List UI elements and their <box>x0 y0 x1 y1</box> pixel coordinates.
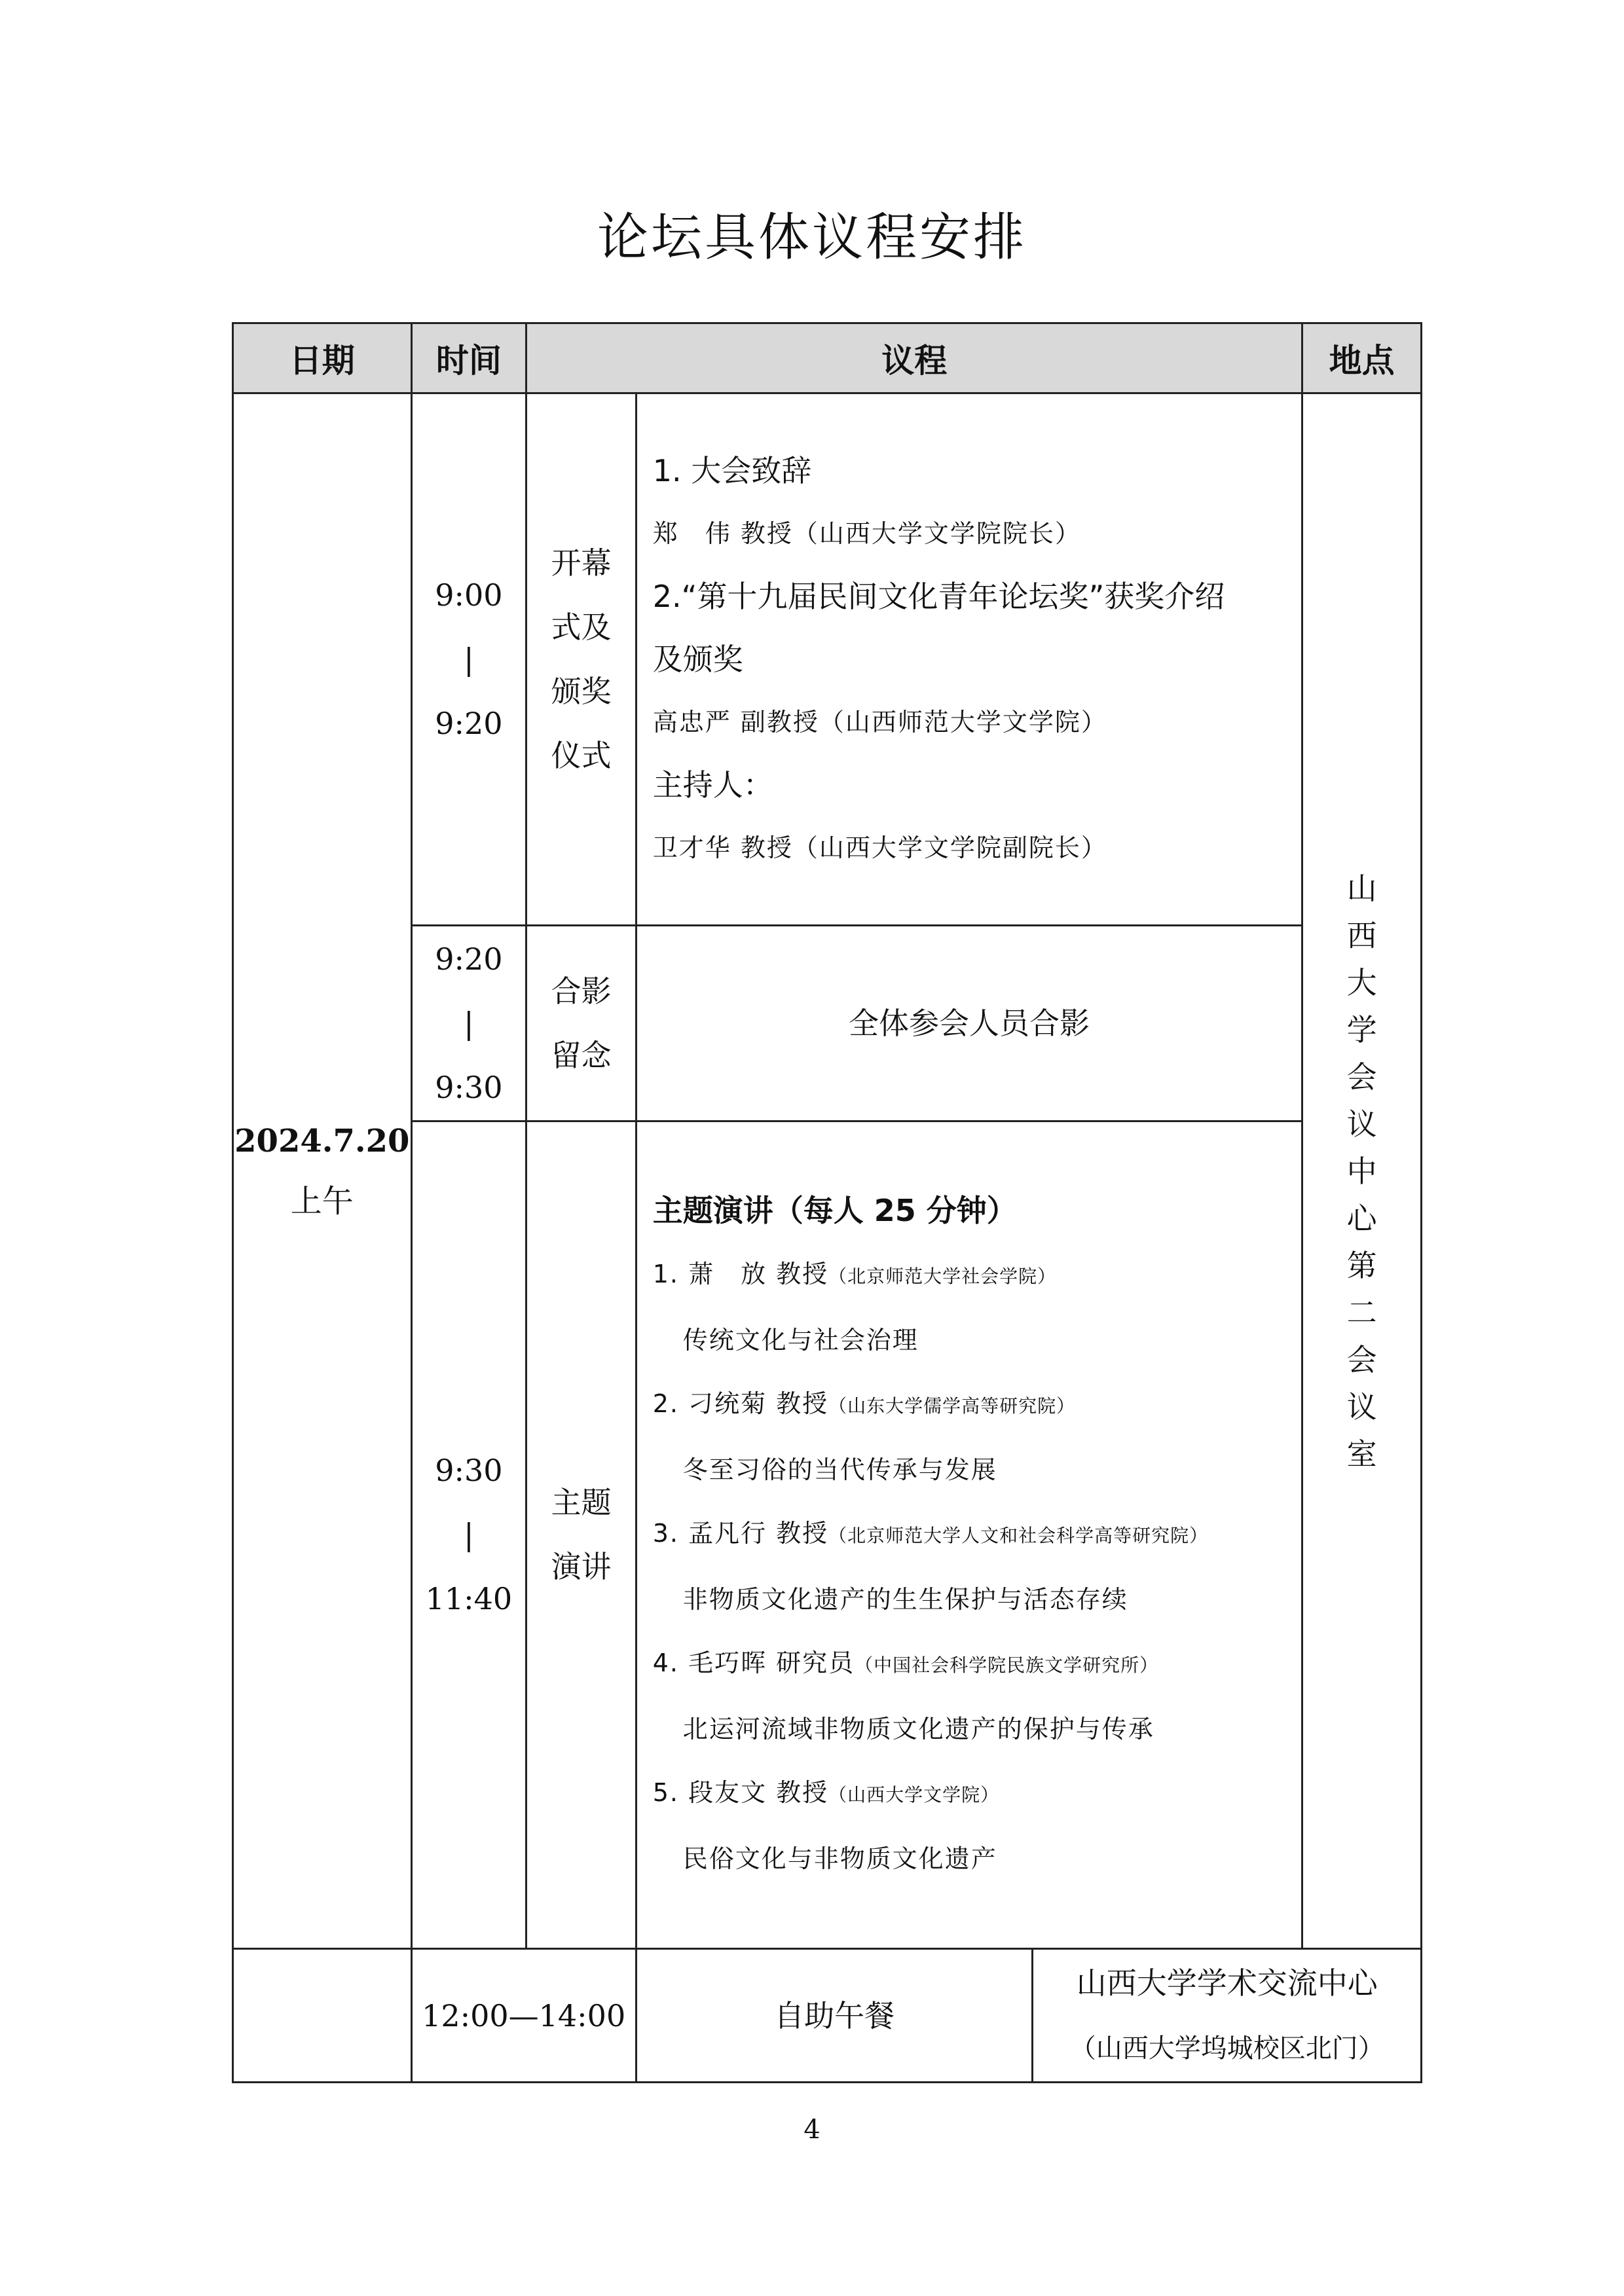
opening-time-sep: | <box>464 642 474 678</box>
speaker-5 <box>653 1760 1295 1827</box>
opening-item-3: 2.“第十九届民间文化青年论坛奖”获奖介绍 <box>652 579 1225 615</box>
header-time: 时间 <box>411 323 526 393</box>
keynote-label-1: 主题 <box>551 1485 612 1521</box>
opening-row <box>233 393 1422 926</box>
lunch-location-main: 山西大学学术交流中心 <box>1076 1965 1378 2001</box>
keynote-label <box>526 1121 637 1949</box>
speaker-topic: 传统文化与社会治理 <box>682 1326 919 1355</box>
speaker-4 <box>653 1631 1295 1698</box>
keynote-label-2: 演讲 <box>551 1549 612 1585</box>
venue-char: 西 <box>1346 917 1377 953</box>
header-venue: 地点 <box>1302 323 1422 393</box>
speaker-affiliation: （中国社会科学院民族文学研究所） <box>855 1654 1159 1677</box>
photo-content: 全体参会人员合影 <box>636 926 1302 1121</box>
lunch-location-note: （山西大学坞城校区北门） <box>1069 2033 1384 2064</box>
keynote-time <box>411 1121 526 1949</box>
venue-char: 二 <box>1346 1294 1377 1330</box>
speaker-affiliation: （山东大学儒学高等研究院） <box>828 1395 1076 1417</box>
keynote-time-start: 9:30 <box>435 1453 503 1489</box>
lunch-row <box>233 1949 1422 2083</box>
venue-char: 议 <box>1346 1106 1377 1142</box>
opening-label-3: 颁奖 <box>551 674 612 710</box>
opening-content <box>636 393 1302 926</box>
date-period: 上午 <box>290 1182 354 1220</box>
speaker-name: 5. 段友文 教授 <box>652 1778 829 1808</box>
lunch-location <box>1033 1949 1422 2083</box>
opening-label-1: 开幕 <box>551 545 612 581</box>
venue-char: 议 <box>1346 1389 1377 1425</box>
lunch-date-blank <box>233 1949 412 2083</box>
opening-label-4: 仪式 <box>551 738 612 774</box>
opening-item-1: 1. 大会致辞 <box>652 453 812 489</box>
venue-cell <box>1302 393 1422 1949</box>
agenda-table <box>232 322 1422 2083</box>
photo-time-sep: | <box>464 1005 474 1041</box>
date-cell <box>233 393 412 1949</box>
page-title: 论坛具体议程安排 <box>597 208 1027 267</box>
venue-char: 学 <box>1346 1011 1377 1048</box>
speaker-2 <box>653 1372 1295 1438</box>
photo-time-start: 9:20 <box>435 941 503 977</box>
photo-time-end: 9:30 <box>435 1069 503 1105</box>
keynote-row <box>233 1121 1422 1949</box>
opening-label <box>526 393 637 926</box>
venue-char: 山 <box>1346 870 1377 906</box>
date-day: 2024.7.20 <box>234 1122 410 1159</box>
venue-char: 心 <box>1346 1200 1377 1236</box>
venue-char: 第 <box>1346 1247 1377 1283</box>
venue-char: 大 <box>1346 964 1377 1000</box>
speaker-name: 1. 萧 放 教授 <box>652 1260 829 1289</box>
opening-label-2: 式及 <box>551 610 612 646</box>
lunch-time: 12:00—14:00 <box>411 1949 636 2083</box>
venue-char: 中 <box>1346 1153 1377 1189</box>
opening-item-7: 卫才华 教授（山西大学文学院副院长） <box>652 833 1107 863</box>
venue-char: 室 <box>1346 1436 1377 1472</box>
lunch-content: 自助午餐 <box>636 1949 1033 2083</box>
opening-item-5: 高忠严 副教授（山西师范大学文学院） <box>652 708 1107 737</box>
speaker-topic: 非物质文化遗产的生生保护与活态存续 <box>682 1585 1128 1614</box>
keynote-heading: 主题演讲（每人 25 分钟） <box>652 1193 1017 1229</box>
speaker-affiliation: （北京师范大学社会学院） <box>828 1266 1057 1288</box>
speaker-name: 2. 刁统菊 教授 <box>652 1389 829 1419</box>
photo-time <box>411 926 526 1121</box>
opening-time-end: 9:20 <box>435 706 503 742</box>
opening-item-6: 主持人： <box>652 767 773 803</box>
photo-label-2: 留念 <box>551 1037 612 1073</box>
keynote-content <box>636 1121 1302 1949</box>
opening-time-start: 9:00 <box>435 577 503 613</box>
speaker-topic: 民俗文化与非物质文化遗产 <box>682 1844 997 1874</box>
speaker-topic: 冬至习俗的当代传承与发展 <box>682 1455 997 1485</box>
speaker-topic: 北运河流域非物质文化遗产的保护与传承 <box>682 1715 1154 1744</box>
speaker-affiliation: （山西大学文学院） <box>828 1784 1000 1806</box>
keynote-time-end: 11:40 <box>425 1581 513 1617</box>
speaker-name: 3. 孟凡行 教授 <box>652 1519 829 1548</box>
opening-item-4: 及颁奖 <box>652 642 743 678</box>
venue-char: 会 <box>1346 1059 1377 1095</box>
keynote-time-sep: | <box>464 1517 474 1553</box>
photo-label-1: 合影 <box>551 973 612 1009</box>
page-number: 4 <box>803 2115 821 2145</box>
venue-char: 会 <box>1346 1341 1377 1377</box>
speaker-name: 4. 毛巧晖 研究员 <box>652 1649 855 1678</box>
opening-time <box>411 393 526 926</box>
photo-row <box>233 926 1422 1121</box>
header-agenda: 议程 <box>526 323 1302 393</box>
photo-label <box>526 926 637 1121</box>
speaker-3 <box>653 1501 1295 1568</box>
speaker-affiliation: （北京师范大学人文和社会科学高等研究院） <box>828 1525 1209 1547</box>
speaker-1 <box>653 1242 1295 1309</box>
header-date: 日期 <box>233 323 412 393</box>
opening-item-2: 郑 伟 教授（山西大学文学院院长） <box>652 519 1081 549</box>
header-row <box>233 323 1422 393</box>
